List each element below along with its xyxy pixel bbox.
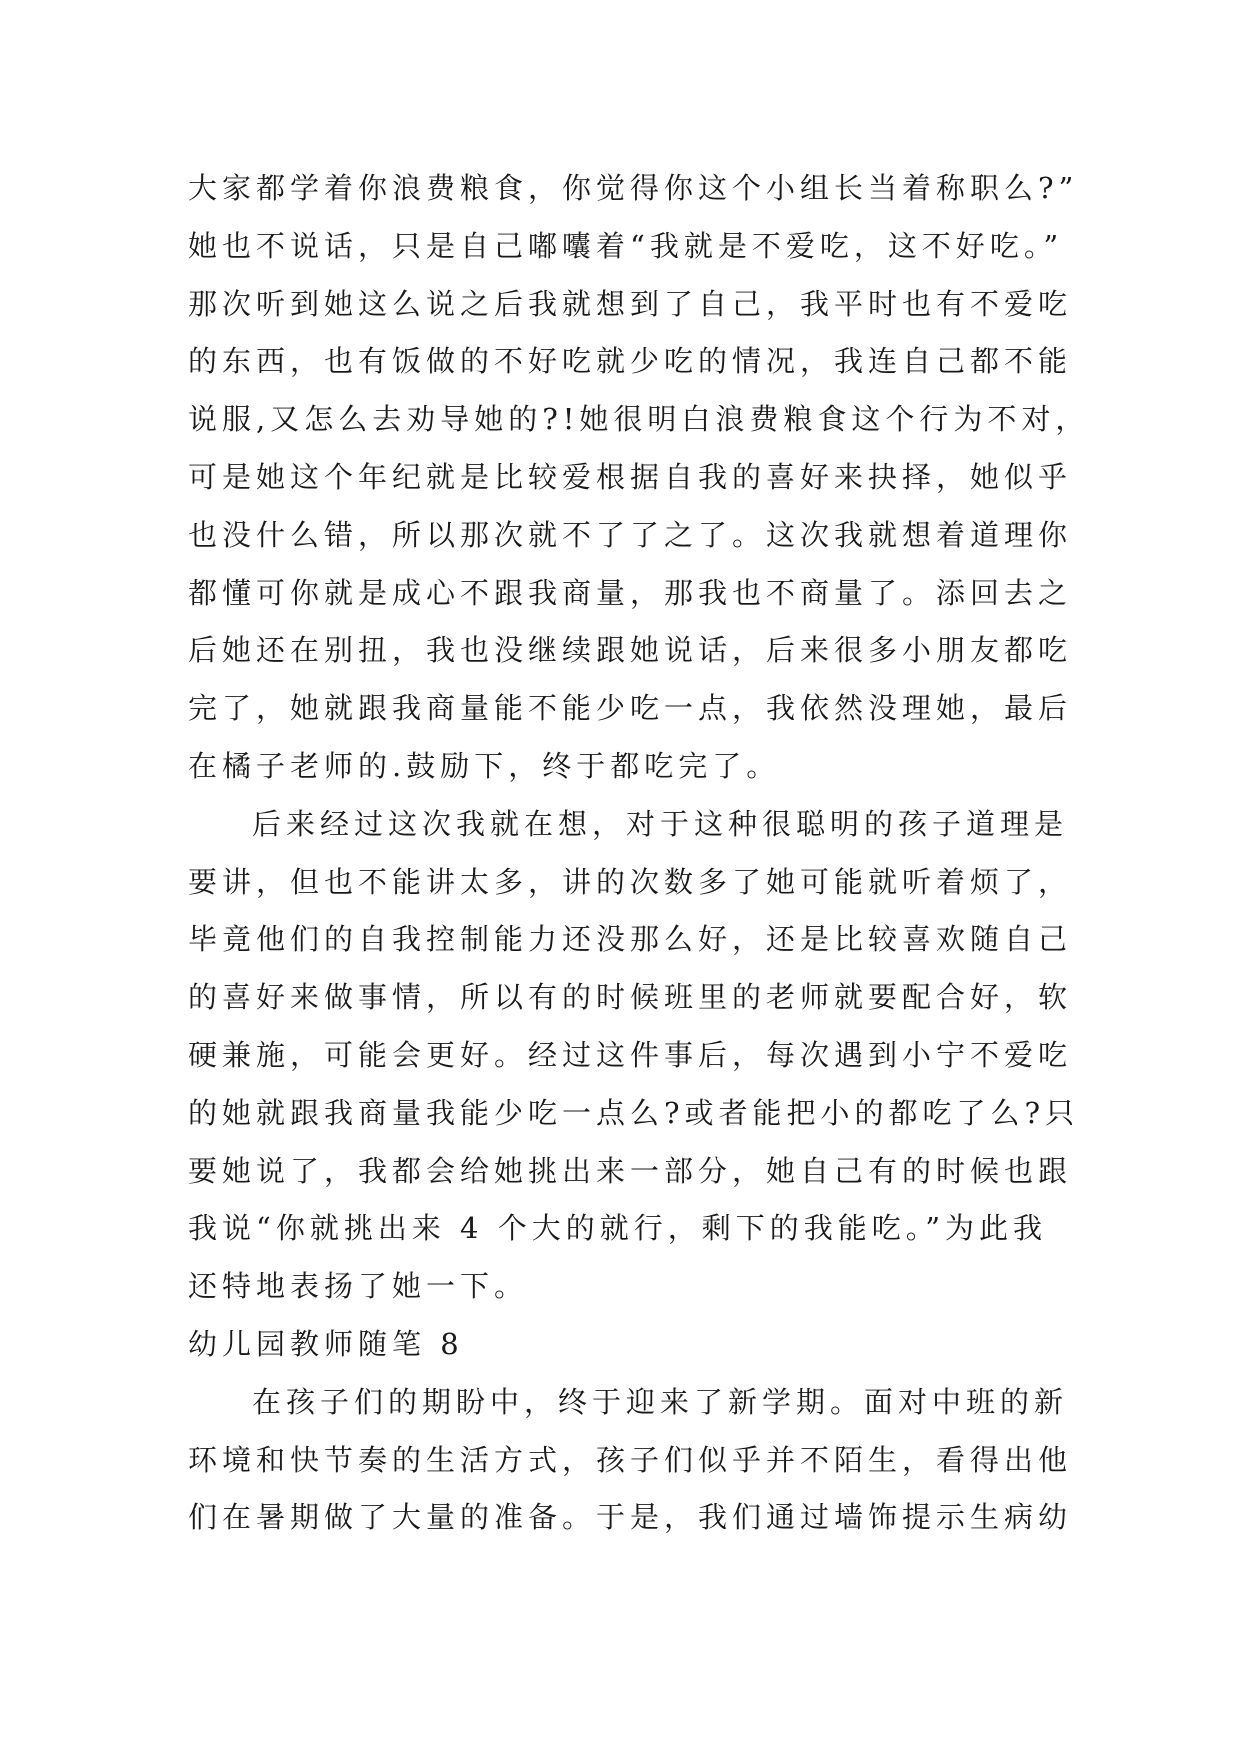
text-line: 大家都学着你浪费粮食，你觉得你这个小组长当着称职么?” [188,171,1079,205]
text-line: 我说“你就挑出来 4 个大的就行，剩下的我能吃。”为此我 [188,1211,1048,1246]
text-line: 的喜好来做事情，所以有的时候班里的老师就要配合好，软 [188,980,1073,1015]
text-line: 要她说了，我都会给她挑出来一部分，她自己有的时候也跟 [188,1153,1073,1188]
section-heading: 幼儿园教师随笔 8 [188,1326,464,1361]
text-line: 还特地表扬了她一下。 [188,1269,529,1304]
text-line: 在橘子老师的.鼓励下，终于都吃完了。 [188,748,781,783]
text-line: 后她还在别扭，我也没继续跟她说话，后来很多小朋友都吃 [188,633,1073,668]
text-line: 完了，她就跟我商量能不能少吃一点，我依然没理她，最后 [188,691,1073,726]
text-line: 硬兼施，可能会更好。经过这件事后，每次遇到小宁不爱吃 [188,1037,1073,1072]
text-line: 也没什么错，所以那次就不了了之了。这次我就想着道理你 [188,517,1073,552]
paragraph-3 [188,1374,1073,1547]
paragraph-1 [188,160,1090,796]
document-body [188,160,1090,1547]
text-line: 的东西，也有饭做的不好吃就少吃的情况，我连自己都不能 [188,344,1073,379]
text-line: 毕竟他们的自我控制能力还没那么好，还是比较喜欢随自己 [188,922,1073,957]
text-line: 那次听到她这么说之后我就想到了自己，我平时也有不爱吃 [188,286,1073,321]
text-line: 们在暑期做了大量的准备。于是，我们通过墙饰提示生病幼 [188,1500,1073,1535]
text-line: 她也不说话，只是自己嘟囔着“我就是不爱吃，这不好吃。” [188,228,1064,263]
text-line: 后来经过这次我就在想，对于这种很聪明的孩子道理是 [252,806,1069,841]
paragraph-2 [188,796,1080,1316]
text-line: 的她就跟我商量我能少吃一点么?或者能把小的都吃了么?只 [188,1095,1080,1130]
text-line: 都懂可你就是成心不跟我商量，那我也不商量了。添回去之 [188,575,1073,610]
text-line: 要讲，但也不能讲太多，讲的次数多了她可能就听着烦了， [188,864,1073,899]
text-line: 在孩子们的期盼中，终于迎来了新学期。面对中班的新 [252,1384,1069,1419]
text-line: 说服,又怎么去劝导她的?!她很明白浪费粮食这个行为不对， [188,402,1090,437]
text-line: 可是她这个年纪就是比较爱根据自我的喜好来抉择，她似乎 [188,459,1073,494]
text-line: 环境和快节奏的生活方式，孩子们似乎并不陌生，看得出他 [188,1442,1073,1477]
